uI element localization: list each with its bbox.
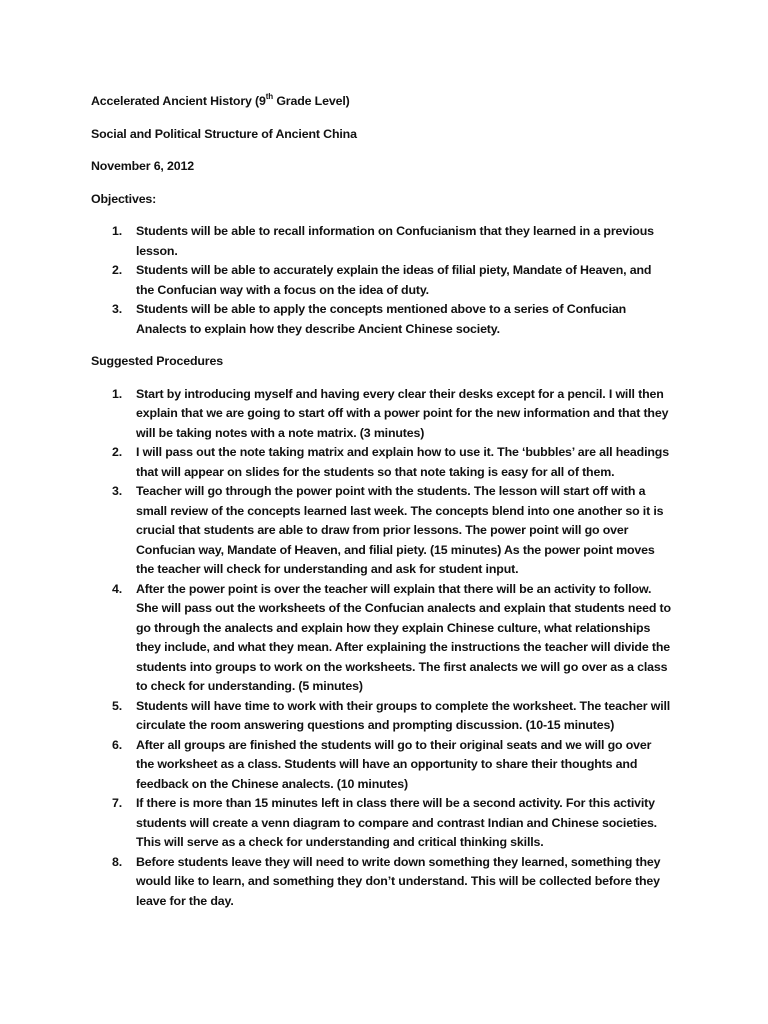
lesson-date: November 6, 2012 bbox=[91, 159, 194, 173]
objectives-heading: Objectives: bbox=[91, 191, 157, 206]
procedure-text: After the power point is over the teacher will explain that there will be an activity to follow. She will pass out the worksheets of the Confucian analects and explain that students need to go through the analects and explain how they explain Chinese culture, what relationships they include, and what they mean. After explaining the instructions the teacher will divide the students into groups to work on the worksheets. The first analects we will go over as a class to check for understanding. (5 minutes) bbox=[136, 581, 671, 693]
procedure-item bbox=[91, 482, 671, 580]
procedure-number: 6. bbox=[112, 737, 123, 752]
procedure-item bbox=[91, 736, 671, 795]
document-body bbox=[91, 92, 671, 924]
course-title-superscript: th bbox=[265, 91, 274, 101]
procedure-item bbox=[91, 853, 671, 912]
objective-number: 3. bbox=[112, 302, 123, 316]
procedure-number: 7. bbox=[112, 796, 123, 810]
course-title-text: Accelerated Ancient History (9 bbox=[91, 94, 266, 108]
procedure-item bbox=[91, 697, 671, 736]
procedure-text: Students will have time to work with their groups to complete the worksheet. The teacher will circulate the room answering questions and prompting discussion. (10-15 minutes) bbox=[136, 698, 671, 732]
course-title bbox=[91, 92, 671, 112]
procedure-number: 2. bbox=[112, 445, 123, 459]
objective-item bbox=[91, 300, 671, 339]
procedure-item bbox=[91, 443, 671, 482]
procedure-text: Teacher will go through the power point with the students. The lesson will start off with a small review of the concepts learned last week. The concepts blend into one another so it is crucial that students are able to draw from prior lessons. The power point will go over Confucian way, Mandate of Heaven, and filial piety. (15 minutes) As the power point moves the teacher will check for understanding and ask for student input. bbox=[136, 484, 664, 576]
procedure-text: Before students leave they will need to write down something they learned, something they would like to learn, and something they don’t understand. This will be collected before they leave for the day. bbox=[136, 854, 661, 908]
procedure-text: After all groups are finished the students will go to their original seats and we will go over the worksheet as a class. Students will have an opportunity to share their thoughts and feedback on the Chinese analects. (10 minutes) bbox=[136, 737, 652, 791]
objective-item bbox=[91, 261, 671, 300]
objective-text: Students will be able to recall information on Confucianism that they learned in a previous lesson. bbox=[136, 224, 654, 258]
procedure-text: Start by introducing myself and having every clear their desks except for a pencil. I will then explain that we are going to start off with a power point for the new information and that they will be taking notes with a note matrix. (3 minutes) bbox=[136, 386, 669, 440]
procedure-text: If there is more than 15 minutes left in class there will be a second activity. For this activity students will create a venn diagram to compare and contrast Indian and Chinese societies. This will serve as a check for understanding and critical thinking skills. bbox=[136, 796, 657, 849]
procedures-list bbox=[91, 385, 671, 912]
procedure-number: 4. bbox=[112, 581, 123, 596]
procedure-number: 5. bbox=[112, 698, 123, 713]
procedures-heading: Suggested Procedures bbox=[91, 354, 223, 368]
course-title-tail: Grade Level) bbox=[273, 94, 350, 108]
procedure-number: 1. bbox=[112, 386, 123, 401]
objective-text: Students will be able to accurately explain the ideas of filial piety, Mandate of Heaven, and the Confucian way with a focus on the idea of duty. bbox=[136, 263, 652, 297]
objective-number: 2. bbox=[112, 263, 123, 277]
objective-item bbox=[91, 222, 671, 261]
objective-text: Students will be able to apply the concepts mentioned above to a series of Confucian Analects to explain how they describe Ancient Chinese society. bbox=[136, 302, 626, 336]
procedure-number: 3. bbox=[112, 484, 123, 498]
procedure-item bbox=[91, 794, 671, 853]
objectives-list bbox=[91, 222, 671, 339]
procedure-number: 8. bbox=[112, 854, 123, 869]
procedure-text: I will pass out the note taking matrix and explain how to use it. The ‘bubbles’ are all headings that will appear on slides for the students so that note taking is easy for all of them. bbox=[136, 445, 669, 479]
procedure-item bbox=[91, 580, 671, 697]
objective-number: 1. bbox=[112, 224, 123, 238]
topic-title: Social and Political Structure of Ancient China bbox=[91, 126, 357, 141]
procedure-item bbox=[91, 385, 671, 444]
